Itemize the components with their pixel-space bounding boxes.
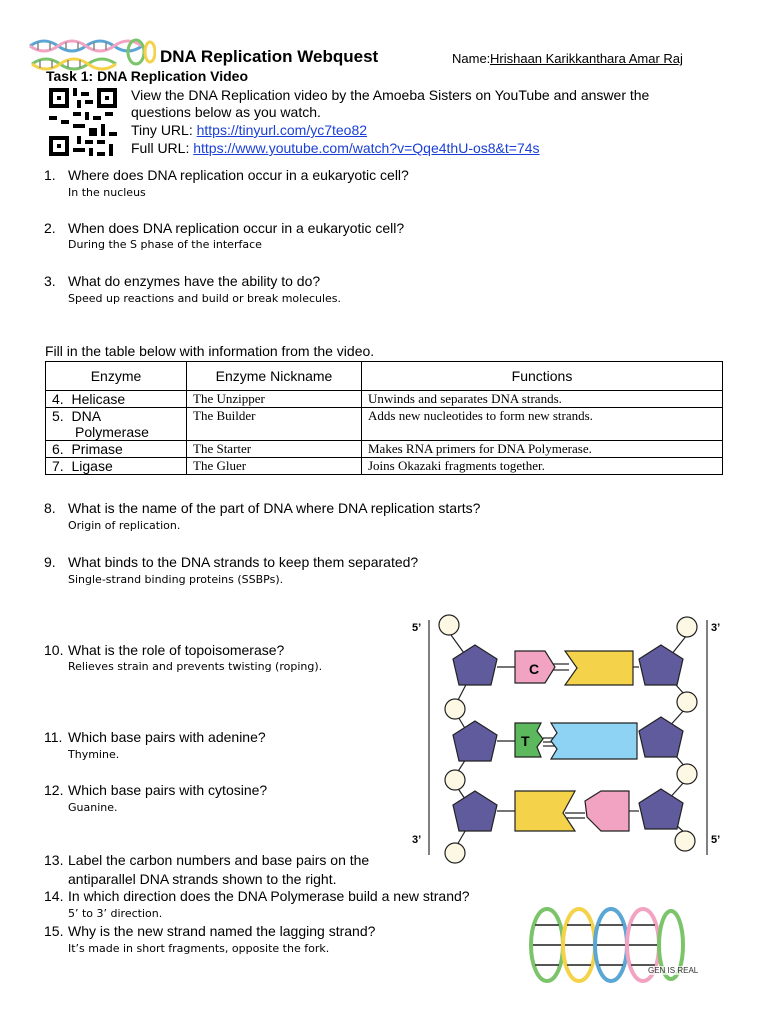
question-text: Which base pairs with cytosine? xyxy=(68,782,268,798)
function-cell: Joins Okazaki fragments together. xyxy=(362,458,723,475)
table-intro: Fill in the table below with information from the video. xyxy=(45,343,375,359)
question-number: 15. xyxy=(44,923,64,939)
table-row xyxy=(46,458,723,475)
label-bottom-right: 5’ xyxy=(711,834,721,846)
enzyme-name-line2: Polymerase xyxy=(75,424,149,440)
adenine-base xyxy=(551,723,637,759)
label-top-right: 3’ xyxy=(711,622,721,634)
table-header-row xyxy=(46,362,723,391)
nickname-cell: The Builder xyxy=(187,408,362,441)
full-url-link[interactable]: https://www.youtube.com/watch?v=Qqe4thU-os8&t=74s xyxy=(193,140,540,156)
dna-strand-diagram xyxy=(405,605,735,870)
question-number: 13. xyxy=(44,852,64,868)
pyrimidine-base xyxy=(585,791,629,831)
answer-text: It’s made in short fragments, opposite the fork. xyxy=(68,942,330,955)
enzyme-name: Primase xyxy=(71,441,123,457)
base-label-t: T xyxy=(521,733,530,749)
table-row xyxy=(46,408,723,441)
question-number: 11. xyxy=(44,729,63,745)
enzyme-cell xyxy=(46,408,187,441)
row-number: 7. xyxy=(52,458,64,474)
table-row xyxy=(46,441,723,458)
question-text: Which base pairs with adenine? xyxy=(68,729,266,745)
question-text: Why is the new strand named the lagging strand? xyxy=(68,923,376,939)
question-number: 14. xyxy=(44,888,64,904)
full-url-row xyxy=(131,140,540,156)
question-number: 1. xyxy=(44,167,56,183)
answer-text: Speed up reactions and build or break molecules. xyxy=(68,292,342,305)
question-text: When does DNA replication occur in a eukaryotic cell? xyxy=(68,220,405,236)
nickname-cell: The Gluer xyxy=(187,458,362,475)
name-label: Name: xyxy=(452,51,491,66)
question-text: What is the role of topoisomerase? xyxy=(68,642,285,658)
enzyme-cell xyxy=(46,391,187,408)
question-number: 2. xyxy=(44,220,56,236)
name-value: Hrishaan Karikkanthara Amar Raj xyxy=(490,51,683,66)
question-number: 3. xyxy=(44,273,56,289)
enzyme-cell xyxy=(46,441,187,458)
question-number: 10. xyxy=(44,642,64,658)
tiny-url-link[interactable]: https://tinyurl.com/yc7teo82 xyxy=(196,122,368,138)
column-header: Enzyme Nickname xyxy=(187,362,362,391)
answer-text: Guanine. xyxy=(68,801,118,814)
question-text: In which direction does the DNA Polymerase build a new strand? xyxy=(68,888,470,904)
nickname-cell: The Unzipper xyxy=(187,391,362,408)
table-row xyxy=(46,391,723,408)
question-text: Where does DNA replication occur in a eukaryotic cell? xyxy=(68,167,409,183)
enzyme-name: Ligase xyxy=(71,458,113,474)
column-header: Functions xyxy=(362,362,723,391)
base-label-c: C xyxy=(529,661,540,677)
enzyme-table xyxy=(45,361,723,475)
task-intro-line2: questions below as you watch. xyxy=(131,104,321,120)
function-cell: Adds new nucleotides to form new strands. xyxy=(362,408,723,441)
row-number: 5. xyxy=(52,408,64,424)
question-text-line2: antiparallel DNA strands shown to the right. xyxy=(68,871,337,887)
question-text: What binds to the DNA strands to keep them separated? xyxy=(68,554,419,570)
question-text: What is the name of the part of DNA where DNA replication starts? xyxy=(68,500,481,516)
qr-code-icon xyxy=(49,88,117,156)
purine-base xyxy=(515,791,575,831)
answer-text: Origin of replication. xyxy=(68,519,181,532)
question-text: Label the carbon numbers and base pairs on the xyxy=(68,852,370,868)
function-cell: Unwinds and separates DNA strands. xyxy=(362,391,723,408)
answer-text: 5’ to 3’ direction. xyxy=(68,907,163,920)
column-header: Enzyme xyxy=(46,362,187,391)
question-text: What do enzymes have the ability to do? xyxy=(68,273,321,289)
answer-text: Thymine. xyxy=(68,748,120,761)
row-number: 4. xyxy=(52,391,64,407)
enzyme-cell xyxy=(46,458,187,475)
answer-text: Relieves strain and prevents twisting (roping). xyxy=(68,660,323,673)
question-number: 12. xyxy=(44,782,64,798)
function-cell: Makes RNA primers for DNA Polymerase. xyxy=(362,441,723,458)
label-top-left: 5’ xyxy=(412,622,422,634)
corner-watermark: GEN IS REAL xyxy=(648,966,699,975)
dna-logo-icon xyxy=(28,38,156,72)
answer-text: In the nucleus xyxy=(68,186,146,199)
nickname-cell: The Starter xyxy=(187,441,362,458)
question-number: 8. xyxy=(44,500,56,516)
enzyme-name: DNA xyxy=(71,408,102,424)
label-bottom-left: 3’ xyxy=(412,834,422,846)
guanine-base xyxy=(565,651,633,685)
worksheet-title: DNA Replication Webquest xyxy=(160,47,379,66)
task-intro-line1: View the DNA Replication video by the Amoeba Sisters on YouTube and answer the xyxy=(131,87,650,103)
tiny-url-row xyxy=(131,122,367,138)
enzyme-name: Helicase xyxy=(71,391,126,407)
answer-text: Single-strand binding proteins (SSBPs). xyxy=(68,573,284,586)
answer-text: During the S phase of the interface xyxy=(68,238,262,251)
tiny-url-label: Tiny URL: xyxy=(131,122,197,138)
question-number: 9. xyxy=(44,554,56,570)
row-number: 6. xyxy=(52,441,64,457)
task-heading: Task 1: DNA Replication Video xyxy=(46,68,249,84)
full-url-label: Full URL: xyxy=(131,140,194,156)
